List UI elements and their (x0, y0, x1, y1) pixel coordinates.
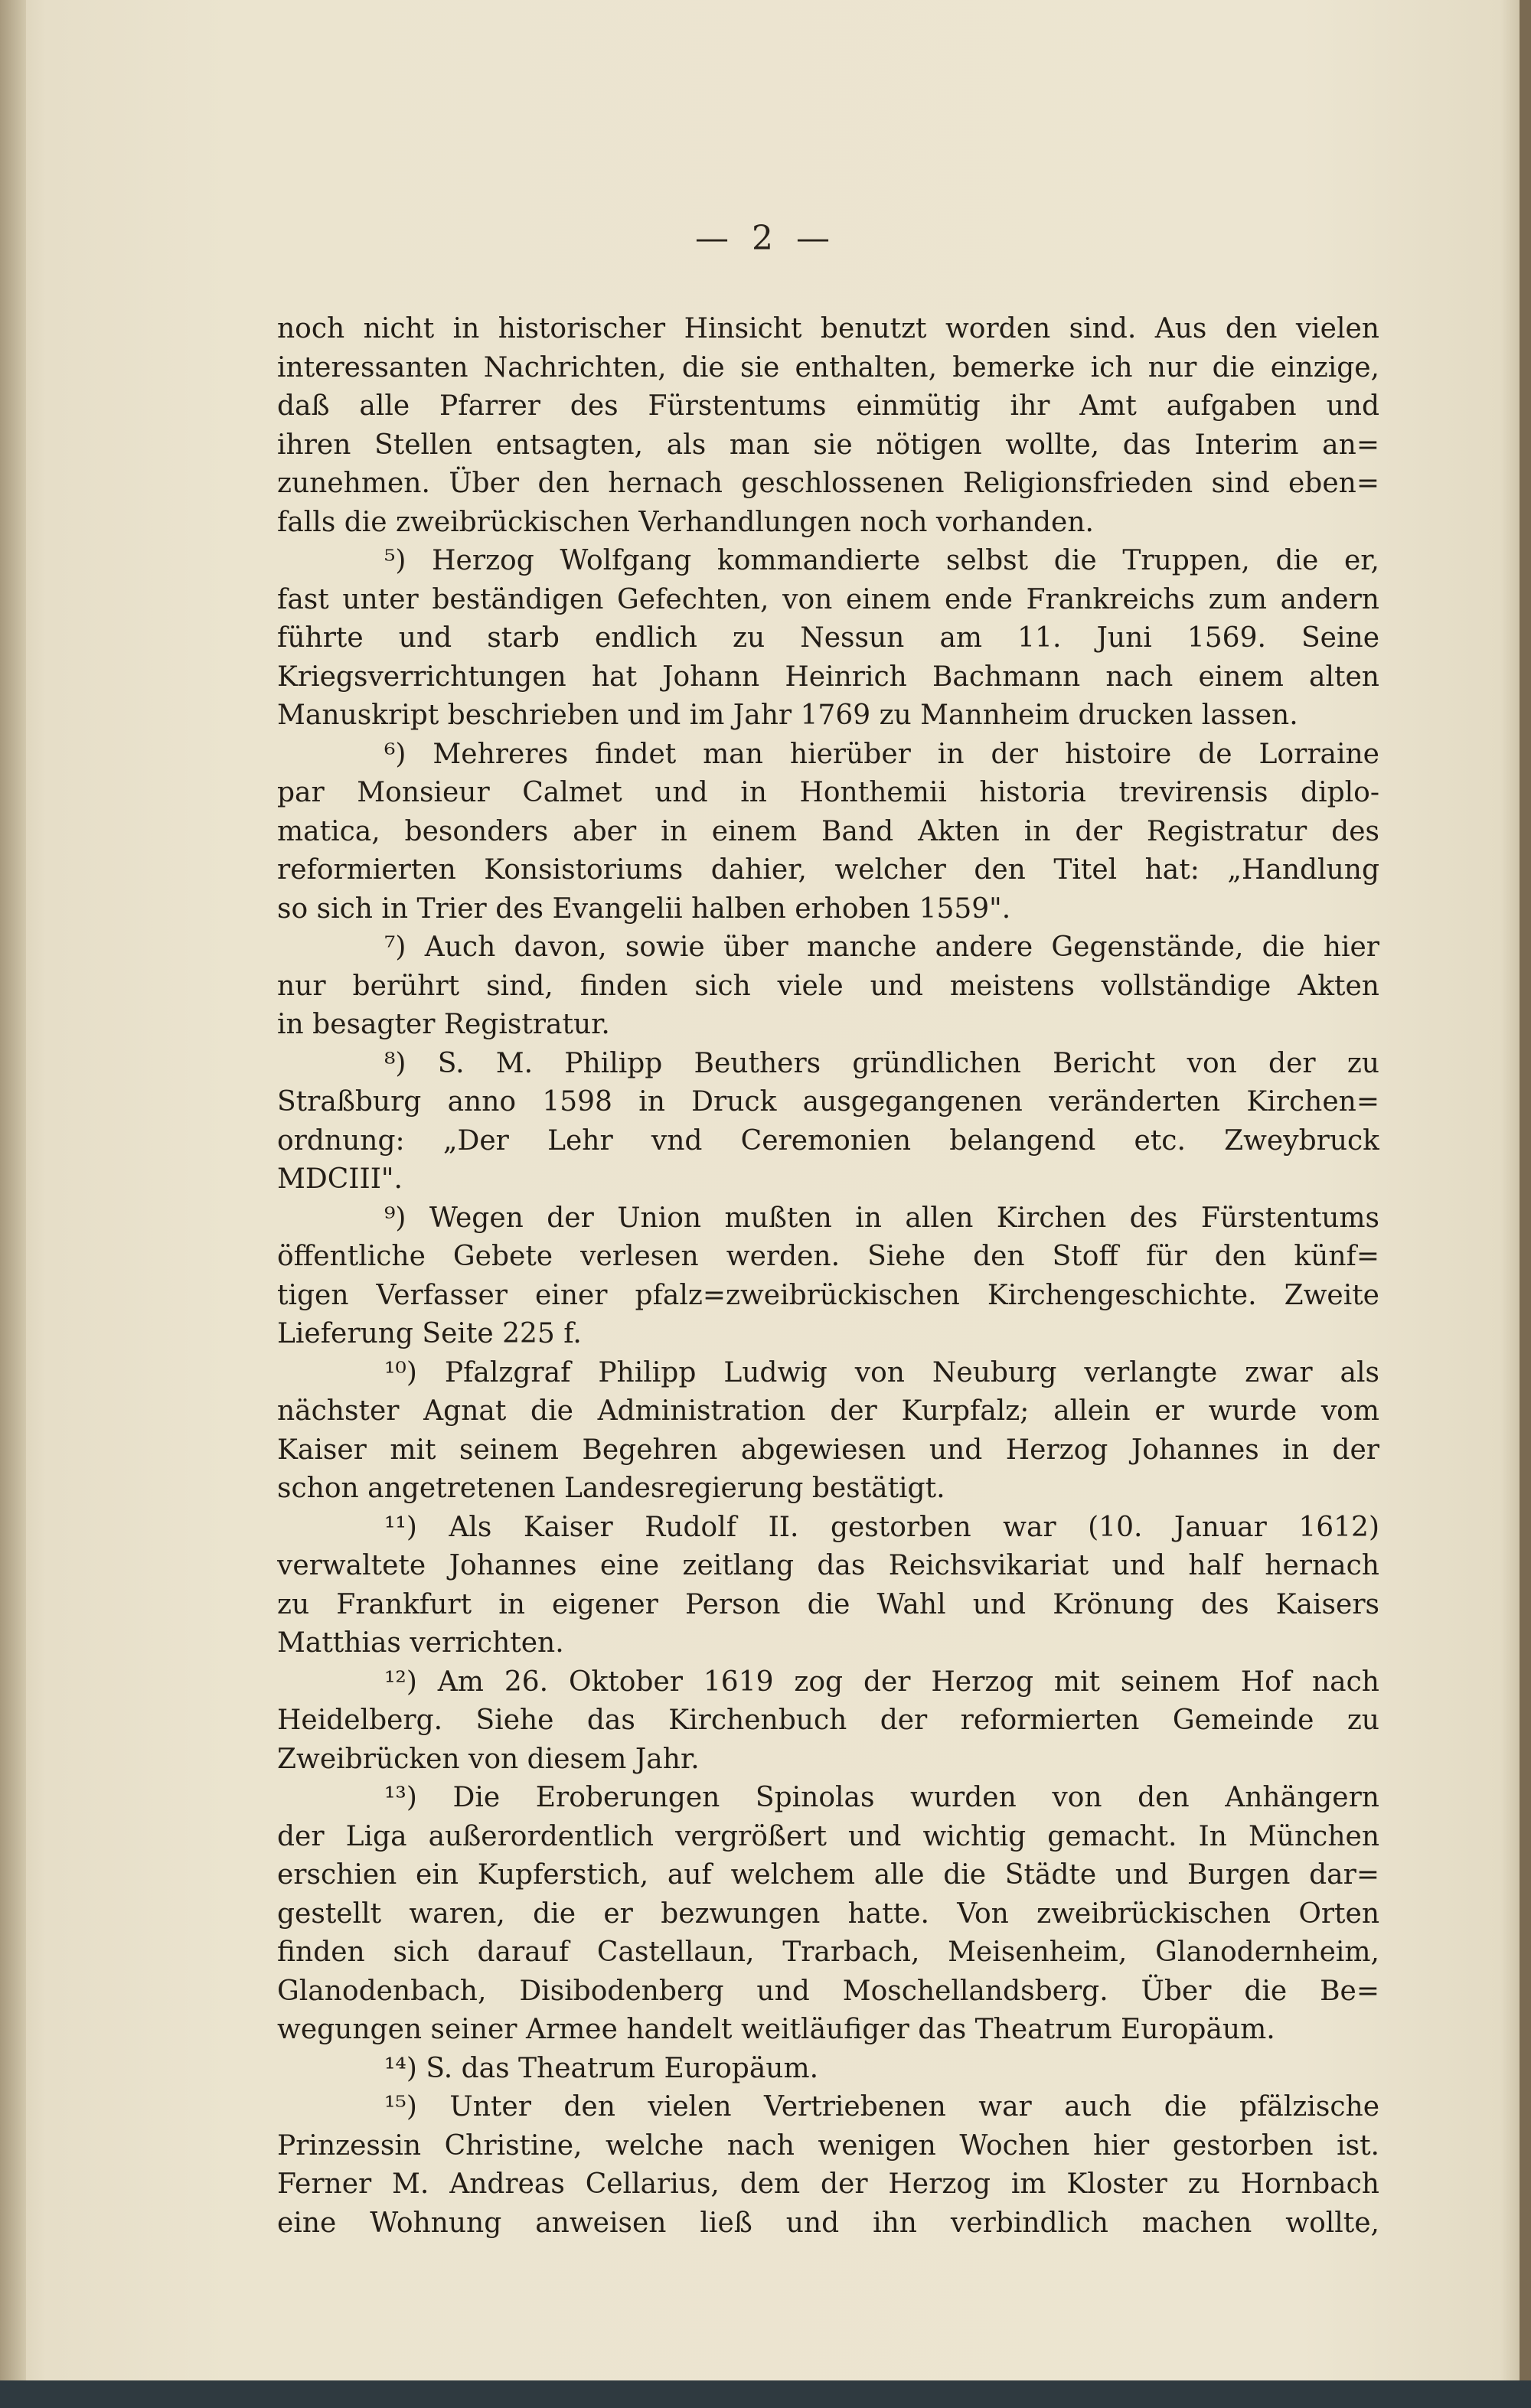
text-line: eine Wohnung anweisen ließ und ihn verbindlich machen wollte, (277, 2207, 1379, 2239)
text-line: matica, besonders aber in einem Band Akten in der Registratur des (277, 815, 1379, 847)
body-text (277, 310, 1379, 2243)
text-line: wegungen seiner Armee handelt weitläufiger das Theatrum Europäum. (277, 2014, 1275, 2045)
text-line: ⁷) Auch davon, sowie über manche andere Gegenstände, die hier (384, 932, 1379, 963)
text-line: öffentliche Gebete verlesen werden. Siehe den Stoff für den künf= (277, 1241, 1379, 1272)
text-line: erschien ein Kupferstich, auf welchem alle die Städte und Burgen dar= (277, 1859, 1379, 1891)
text-line: finden sich darauf Castellaun, Trarbach, Meisenheim, Glanodernheim, (277, 1937, 1379, 1968)
text-line: führte und starb endlich zu Nessun am 11. Juni 1569. Seine (277, 622, 1379, 654)
text-line: interessanten Nachrichten, die sie enthalten, bemerke ich nur die einzige, (277, 351, 1379, 383)
text-line: zu Frankfurt in eigener Person die Wahl und Krönung des Kaisers (277, 1588, 1379, 1620)
text-line: gestellt waren, die er bezwungen hatte. Von zweibrückischen Orten (277, 1897, 1379, 1930)
text-line: nur berührt sind, finden sich viele und meistens vollständige Akten (277, 970, 1379, 1002)
text-line: ⁵) Herzog Wolfgang kommandierte selbst die Truppen, die er, (384, 545, 1379, 576)
text-line: Glanodenbach, Disibodenberg und Moschellandsberg. Über die Be= (277, 1975, 1379, 2007)
text-line: ihren Stellen entsagten, als man sie nötigen wollte, das Interim an= (277, 429, 1379, 461)
text-line: ⁶) Mehreres findet man hierüber in der histoire de Lorraine (384, 738, 1379, 770)
text-line: ¹⁴) S. das Theatrum Europäum. (384, 2052, 819, 2084)
scanner-bed (0, 2380, 1531, 2408)
page-number: — 2 — (695, 219, 836, 258)
text-line: Lieferung Seite 225 f. (277, 1318, 582, 1349)
text-line: Kriegsverrichtungen hat Johann Heinrich Bachmann nach einem alten (277, 661, 1379, 693)
text-line: schon angetretenen Landesregierung bestätigt. (277, 1473, 945, 1504)
text-line: reformierten Konsistoriums dahier, welcher den Titel hat: „Handlung (277, 854, 1379, 886)
text-line: Manuskript beschrieben und im Jahr 1769 zu Mannheim drucken lassen. (277, 700, 1298, 731)
text-line: ⁹) Wegen der Union mußten in allen Kirchen des Fürstentums (384, 1202, 1379, 1234)
text-line: ordnung: „Der Lehr vnd Ceremonien belangend etc. Zweybruck (277, 1124, 1379, 1157)
text-line: par Monsieur Calmet und in Honthemii historia trevirensis diplo- (277, 777, 1379, 808)
text-line: Matthias verrichten. (277, 1627, 564, 1659)
text-line: zunehmen. Über den hernach geschlossenen Religionsfrieden sind eben= (277, 468, 1379, 499)
text-line: Ferner M. Andreas Cellarius, dem der Herzog im Kloster zu Hornbach (277, 2168, 1379, 2200)
text-line: daß alle Pfarrer des Fürstentums einmütig ihr Amt aufgaben und (277, 390, 1379, 422)
text-line: ¹³) Die Eroberungen Spinolas wurden von den Anhängern (384, 1782, 1379, 1813)
text-line: tigen Verfasser einer pfalz=zweibrückischen Kirchengeschichte. Zweite (277, 1279, 1379, 1311)
text-line: Heidelberg. Siehe das Kirchenbuch der reformierten Gemeinde zu (277, 1705, 1379, 1736)
text-line: Zweibrücken von diesem Jahr. (277, 1743, 700, 1775)
text-line: ¹¹) Als Kaiser Rudolf II. gestorben war (10. Januar 1612) (384, 1511, 1379, 1543)
text-line: der Liga außerordentlich vergrößert und wichtig gemacht. In München (277, 1820, 1379, 1852)
text-line: ⁸) S. M. Philipp Beuthers gründlichen Bericht von der zu (384, 1047, 1379, 1079)
text-line: ¹²) Am 26. Oktober 1619 zog der Herzog mit seinem Hof nach (384, 1666, 1379, 1698)
text-line: fast unter beständigen Gefechten, von einem ende Frankreichs zum andern (277, 583, 1379, 615)
text-line: verwaltete Johannes eine zeitlang das Reichsvikariat und half hernach (277, 1550, 1379, 1581)
text-line: MDCIII". (277, 1163, 403, 1195)
text-line: so sich in Trier des Evangelii halben erhoben 1559". (277, 892, 1011, 925)
gutter-shadow (0, 0, 26, 2380)
text-line: falls die zweibrückischen Verhandlungen noch vorhanden. (277, 506, 1094, 538)
text-line: noch nicht in historischer Hinsicht benutzt worden sind. Aus den vielen (277, 313, 1379, 344)
text-line: in besagter Registratur. (277, 1009, 610, 1040)
text-line: ¹⁵) Unter den vielen Vertriebenen war auch die pfälzische (384, 2091, 1379, 2122)
text-line: Kaiser mit seinem Begehren abgewiesen und Herzog Johannes in der (277, 1434, 1379, 1466)
text-line: ¹⁰) Pfalzgraf Philipp Ludwig von Neuburg verlangte zwar als (384, 1356, 1379, 1388)
text-line: nächster Agnat die Administration der Kurpfalz; allein er wurde vom (277, 1395, 1379, 1427)
text-line: Prinzessin Christine, welche nach wenigen Wochen hier gestorben ist. (277, 2129, 1379, 2162)
text-line: Straßburg anno 1598 in Druck ausgegangenen veränderten Kirchen= (277, 1086, 1379, 1118)
